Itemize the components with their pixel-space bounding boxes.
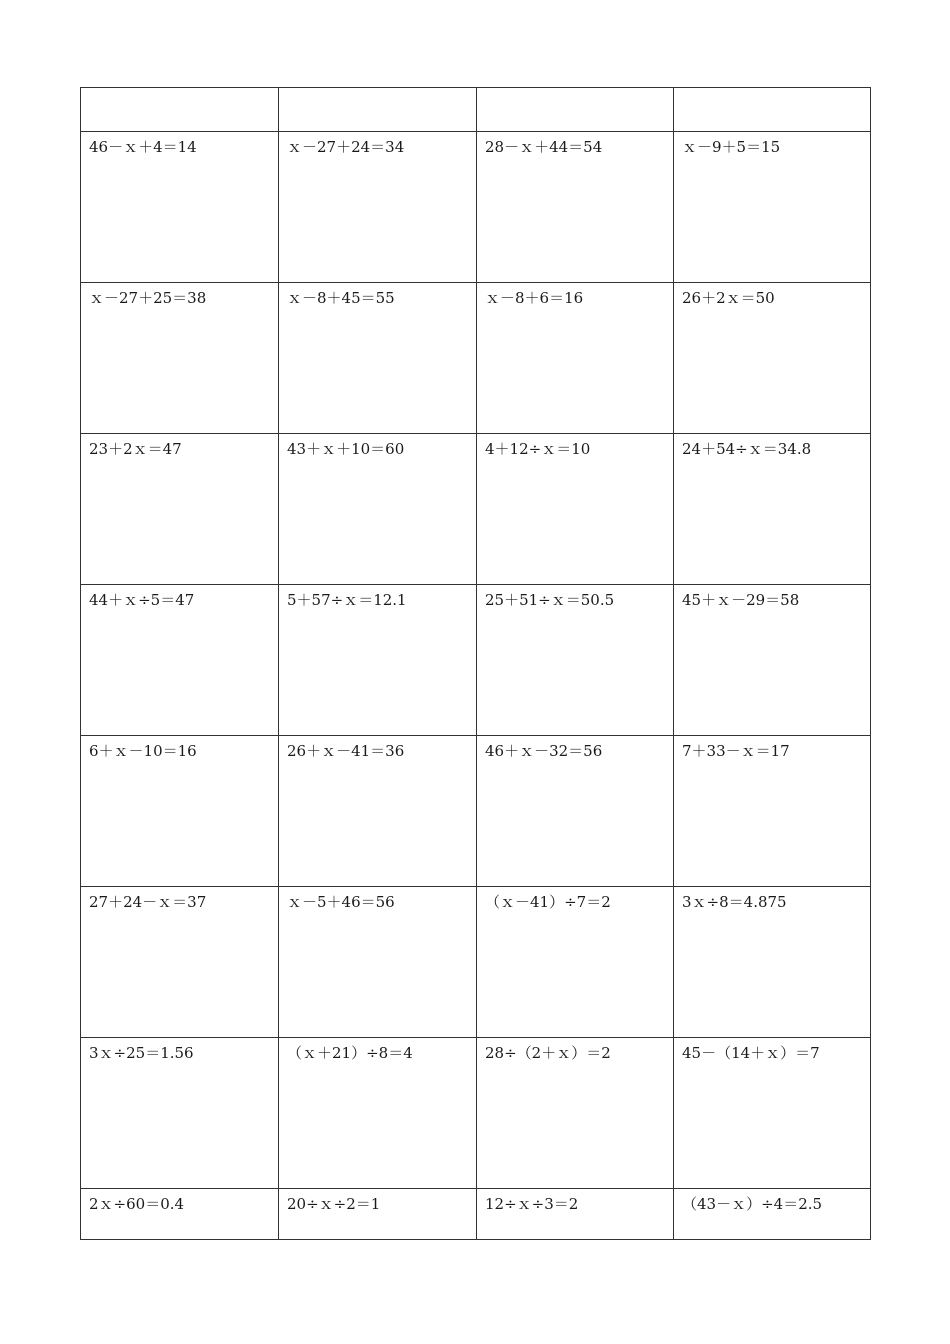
- problem-row: [81, 434, 871, 585]
- equation-cell: （ｘ＋21）÷8＝4: [279, 1038, 477, 1189]
- equation-cell: 26＋ｘ－41＝36: [279, 736, 477, 887]
- equation-cell: ｘ－9＋5＝15: [674, 132, 871, 283]
- equation-cell: 46＋ｘ－32＝56: [477, 736, 674, 887]
- equation-cell: 27＋24－ｘ＝37: [81, 887, 279, 1038]
- problem-row: [81, 132, 871, 283]
- problem-row: [81, 585, 871, 736]
- equation-worksheet-table: [80, 87, 871, 1240]
- equation-cell: 28÷（2＋ｘ）＝2: [477, 1038, 674, 1189]
- equation-cell: 5＋57÷ｘ＝12.1: [279, 585, 477, 736]
- equation-cell: （43－ｘ）÷4＝2.5: [674, 1189, 871, 1240]
- header-cell: [81, 88, 279, 132]
- equation-cell: 6＋ｘ－10＝16: [81, 736, 279, 887]
- problem-row: [81, 887, 871, 1038]
- equation-cell: 20÷ｘ÷2＝1: [279, 1189, 477, 1240]
- header-cell: [279, 88, 477, 132]
- equation-cell: 25＋51÷ｘ＝50.5: [477, 585, 674, 736]
- header-cell: [477, 88, 674, 132]
- equation-cell: 44＋ｘ÷5＝47: [81, 585, 279, 736]
- equation-cell: 2ｘ÷60＝0.4: [81, 1189, 279, 1240]
- equation-cell: 7＋33－ｘ＝17: [674, 736, 871, 887]
- equation-cell: 46－ｘ＋4＝14: [81, 132, 279, 283]
- header-cell: [674, 88, 871, 132]
- equation-cell: ｘ－27＋24＝34: [279, 132, 477, 283]
- equation-cell: 3ｘ÷8＝4.875: [674, 887, 871, 1038]
- equation-cell: 4＋12÷ｘ＝10: [477, 434, 674, 585]
- equation-cell: ｘ－8＋45＝55: [279, 283, 477, 434]
- equation-cell: 45－（14＋ｘ）＝7: [674, 1038, 871, 1189]
- equation-cell: ｘ－27＋25＝38: [81, 283, 279, 434]
- equation-cell: 43＋ｘ＋10＝60: [279, 434, 477, 585]
- header-row: [81, 88, 871, 132]
- equation-cell: 26＋2ｘ＝50: [674, 283, 871, 434]
- equation-cell: ｘ－5＋46＝56: [279, 887, 477, 1038]
- equation-cell: 45＋ｘ－29＝58: [674, 585, 871, 736]
- problem-row: [81, 283, 871, 434]
- equation-cell: 12÷ｘ÷3＝2: [477, 1189, 674, 1240]
- equation-cell: 3ｘ÷25＝1.56: [81, 1038, 279, 1189]
- equation-cell: 23＋2ｘ＝47: [81, 434, 279, 585]
- problem-row: [81, 736, 871, 887]
- problem-row: [81, 1038, 871, 1189]
- equation-cell: ｘ－8＋6＝16: [477, 283, 674, 434]
- equation-cell: 28－ｘ＋44＝54: [477, 132, 674, 283]
- problem-row: [81, 1189, 871, 1240]
- equation-cell: （ｘ－41）÷7＝2: [477, 887, 674, 1038]
- equation-cell: 24＋54÷ｘ＝34.8: [674, 434, 871, 585]
